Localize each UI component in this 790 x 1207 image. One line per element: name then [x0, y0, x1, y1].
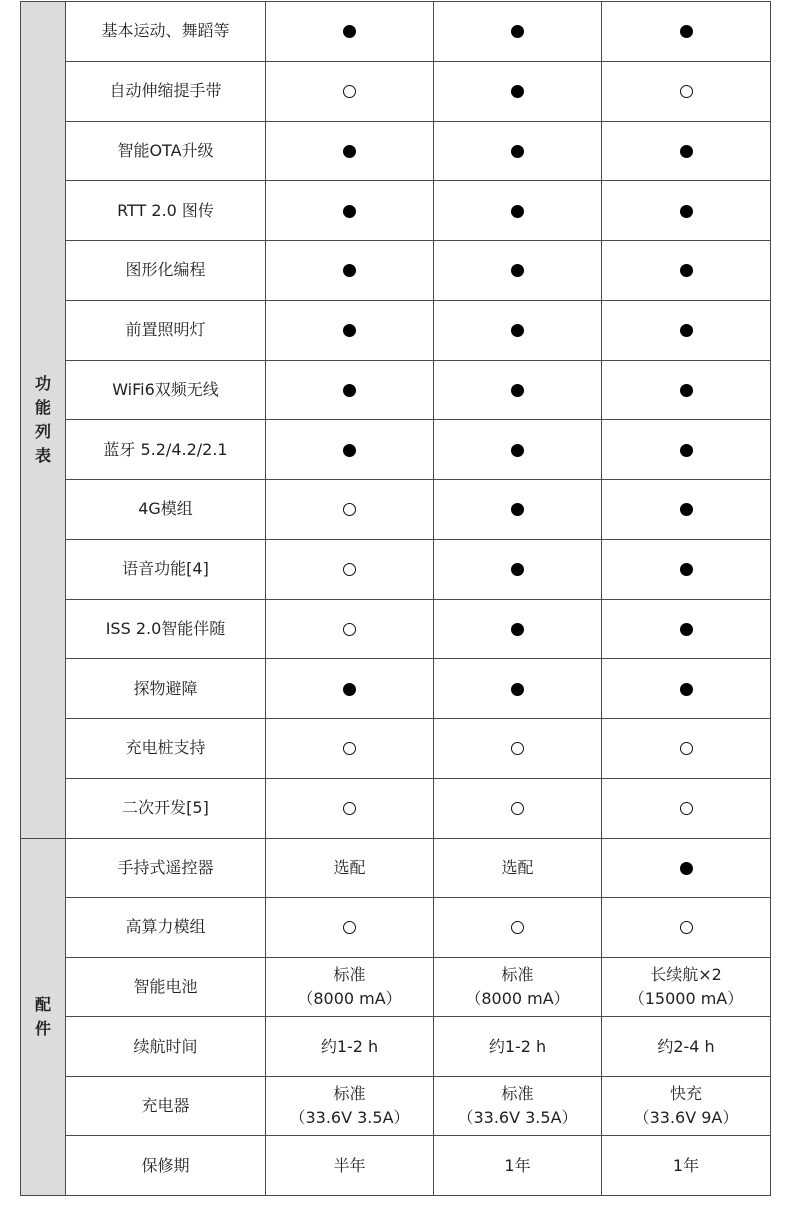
- category-label-char: 表: [34, 445, 51, 465]
- empty-circle-icon: [680, 85, 693, 98]
- value-cell: [602, 898, 771, 958]
- value-cell: [602, 838, 771, 898]
- value-text: 约1-2 h: [320, 1036, 379, 1056]
- empty-circle-icon: [511, 921, 524, 934]
- filled-circle-icon: [680, 444, 693, 457]
- filled-circle-icon: [511, 145, 524, 158]
- table-row: [21, 778, 771, 838]
- table-row: [21, 2, 771, 62]
- value-cell: [266, 719, 434, 779]
- feature-label: 语音功能[4]: [66, 539, 266, 599]
- feature-label: 高算力模组: [66, 898, 266, 958]
- category-label-char: 列: [34, 421, 51, 441]
- filled-circle-icon: [511, 85, 524, 98]
- value-cell: [602, 957, 771, 1017]
- feature-label: 充电桩支持: [66, 719, 266, 779]
- value-cell: [602, 778, 771, 838]
- filled-circle-icon: [680, 683, 693, 696]
- filled-circle-icon: [680, 324, 693, 337]
- feature-label: 探物避障: [66, 659, 266, 719]
- value-cell: [602, 300, 771, 360]
- feature-label: 蓝牙 5.2/4.2/2.1: [66, 420, 266, 480]
- value-cell: [266, 2, 434, 62]
- value-text: 选配: [333, 857, 366, 877]
- empty-circle-icon: [343, 742, 356, 755]
- value-cell: [602, 1136, 771, 1196]
- filled-circle-icon: [680, 563, 693, 576]
- filled-circle-icon: [343, 324, 356, 337]
- table-row: [21, 659, 771, 719]
- value-text: 标准: [501, 1084, 534, 1104]
- empty-circle-icon: [343, 623, 356, 636]
- empty-circle-icon: [511, 742, 524, 755]
- value-cell: [602, 480, 771, 540]
- empty-circle-icon: [343, 802, 356, 815]
- value-text: （8000 mA）: [297, 988, 402, 1008]
- value-cell: [434, 121, 602, 181]
- value-text: 约2-4 h: [657, 1036, 715, 1056]
- filled-circle-icon: [680, 623, 693, 636]
- value-cell: [266, 61, 434, 121]
- filled-circle-icon: [511, 384, 524, 397]
- category-cell: [21, 838, 66, 1196]
- value-cell: [434, 1136, 602, 1196]
- spec-comparison-table: [20, 1, 771, 1196]
- value-cell: [434, 360, 602, 420]
- value-cell: [434, 599, 602, 659]
- value-cell: [602, 1076, 771, 1136]
- feature-label: 充电器: [66, 1076, 266, 1136]
- value-text: 1年: [504, 1155, 531, 1175]
- empty-circle-icon: [680, 802, 693, 815]
- filled-circle-icon: [680, 25, 693, 38]
- filled-circle-icon: [511, 563, 524, 576]
- table-row: [21, 539, 771, 599]
- value-cell: [434, 2, 602, 62]
- value-cell: [602, 360, 771, 420]
- category-label-char: 能: [34, 397, 51, 417]
- table-row: [21, 480, 771, 540]
- value-cell: [434, 241, 602, 301]
- category-cell: [21, 2, 66, 839]
- value-cell: [266, 838, 434, 898]
- table-row: [21, 838, 771, 898]
- value-cell: [266, 360, 434, 420]
- filled-circle-icon: [343, 444, 356, 457]
- value-cell: [266, 957, 434, 1017]
- filled-circle-icon: [343, 145, 356, 158]
- value-text: （8000 mA）: [465, 988, 570, 1008]
- filled-circle-icon: [680, 205, 693, 218]
- filled-circle-icon: [343, 25, 356, 38]
- filled-circle-icon: [511, 623, 524, 636]
- value-cell: [266, 898, 434, 958]
- value-cell: [266, 121, 434, 181]
- value-cell: [602, 719, 771, 779]
- value-cell: [434, 957, 602, 1017]
- table-row: [21, 181, 771, 241]
- filled-circle-icon: [511, 444, 524, 457]
- value-cell: [266, 300, 434, 360]
- filled-circle-icon: [680, 503, 693, 516]
- table-row: [21, 420, 771, 480]
- filled-circle-icon: [680, 862, 693, 875]
- value-cell: [602, 181, 771, 241]
- empty-circle-icon: [343, 563, 356, 576]
- filled-circle-icon: [343, 683, 356, 696]
- table-row: [21, 241, 771, 301]
- feature-label: 保修期: [66, 1136, 266, 1196]
- value-text: 约1-2 h: [488, 1036, 547, 1056]
- table-row: [21, 719, 771, 779]
- value-cell: [434, 61, 602, 121]
- value-text: 标准: [333, 1084, 366, 1104]
- empty-circle-icon: [680, 742, 693, 755]
- value-cell: [602, 1017, 771, 1077]
- filled-circle-icon: [680, 264, 693, 277]
- empty-circle-icon: [511, 802, 524, 815]
- category-label-char: 件: [34, 1018, 51, 1038]
- filled-circle-icon: [343, 205, 356, 218]
- category-label-char: 功: [34, 373, 51, 393]
- value-text: （33.6V 9A）: [633, 1108, 739, 1128]
- value-cell: [602, 599, 771, 659]
- value-cell: [434, 898, 602, 958]
- empty-circle-icon: [343, 503, 356, 516]
- value-cell: [266, 420, 434, 480]
- feature-label: 二次开发[5]: [66, 778, 266, 838]
- value-cell: [602, 2, 771, 62]
- table-row: [21, 360, 771, 420]
- filled-circle-icon: [511, 264, 524, 277]
- table-row: [21, 121, 771, 181]
- value-cell: [434, 778, 602, 838]
- value-cell: [602, 420, 771, 480]
- feature-label: ISS 2.0智能伴随: [66, 599, 266, 659]
- value-cell: [434, 420, 602, 480]
- value-cell: [266, 778, 434, 838]
- empty-circle-icon: [343, 85, 356, 98]
- value-text: 标准: [333, 964, 366, 984]
- table-row: [21, 1076, 771, 1136]
- value-text: （15000 mA）: [628, 988, 744, 1008]
- value-cell: [266, 241, 434, 301]
- table-row: [21, 61, 771, 121]
- value-text: 选配: [501, 857, 534, 877]
- value-cell: [434, 1017, 602, 1077]
- filled-circle-icon: [680, 384, 693, 397]
- feature-label: WiFi6双频无线: [66, 360, 266, 420]
- value-cell: [266, 1076, 434, 1136]
- value-cell: [266, 539, 434, 599]
- value-cell: [602, 121, 771, 181]
- filled-circle-icon: [511, 205, 524, 218]
- table-row: [21, 599, 771, 659]
- value-cell: [434, 539, 602, 599]
- feature-label: 智能电池: [66, 957, 266, 1017]
- filled-circle-icon: [511, 503, 524, 516]
- feature-label: 4G模组: [66, 480, 266, 540]
- value-text: 1年: [672, 1155, 700, 1175]
- empty-circle-icon: [343, 921, 356, 934]
- feature-label: 图形化编程: [66, 241, 266, 301]
- table-body: [21, 2, 771, 1196]
- table-row: [21, 957, 771, 1017]
- feature-label: RTT 2.0 图传: [66, 181, 266, 241]
- table-row: [21, 1017, 771, 1077]
- value-cell: [266, 1017, 434, 1077]
- category-label-char: 配: [34, 994, 51, 1014]
- value-cell: [434, 480, 602, 540]
- value-text: 快充: [669, 1084, 702, 1104]
- feature-label: 续航时间: [66, 1017, 266, 1077]
- value-cell: [266, 181, 434, 241]
- value-cell: [434, 1076, 602, 1136]
- value-cell: [434, 719, 602, 779]
- value-cell: [434, 300, 602, 360]
- value-cell: [602, 61, 771, 121]
- value-cell: [602, 241, 771, 301]
- value-cell: [266, 480, 434, 540]
- filled-circle-icon: [343, 384, 356, 397]
- value-text: 标准: [501, 964, 534, 984]
- feature-label: 智能OTA升级: [66, 121, 266, 181]
- table-row: [21, 1136, 771, 1196]
- feature-label: 手持式遥控器: [66, 838, 266, 898]
- filled-circle-icon: [511, 683, 524, 696]
- table-row: [21, 898, 771, 958]
- filled-circle-icon: [680, 145, 693, 158]
- feature-label: 前置照明灯: [66, 300, 266, 360]
- feature-label: 自动伸缩提手带: [66, 61, 266, 121]
- value-cell: [602, 539, 771, 599]
- value-text: 半年: [333, 1155, 366, 1175]
- value-cell: [266, 599, 434, 659]
- table-row: [21, 300, 771, 360]
- value-text: （33.6V 3.5A）: [457, 1108, 578, 1128]
- filled-circle-icon: [511, 324, 524, 337]
- feature-label: 基本运动、舞蹈等: [66, 2, 266, 62]
- value-cell: [602, 659, 771, 719]
- value-cell: [434, 659, 602, 719]
- value-cell: [434, 838, 602, 898]
- value-cell: [266, 1136, 434, 1196]
- value-text: （33.6V 3.5A）: [289, 1108, 410, 1128]
- empty-circle-icon: [680, 921, 693, 934]
- filled-circle-icon: [511, 25, 524, 38]
- value-text: 长续航×2: [650, 964, 722, 984]
- value-cell: [434, 181, 602, 241]
- value-cell: [266, 659, 434, 719]
- filled-circle-icon: [343, 264, 356, 277]
